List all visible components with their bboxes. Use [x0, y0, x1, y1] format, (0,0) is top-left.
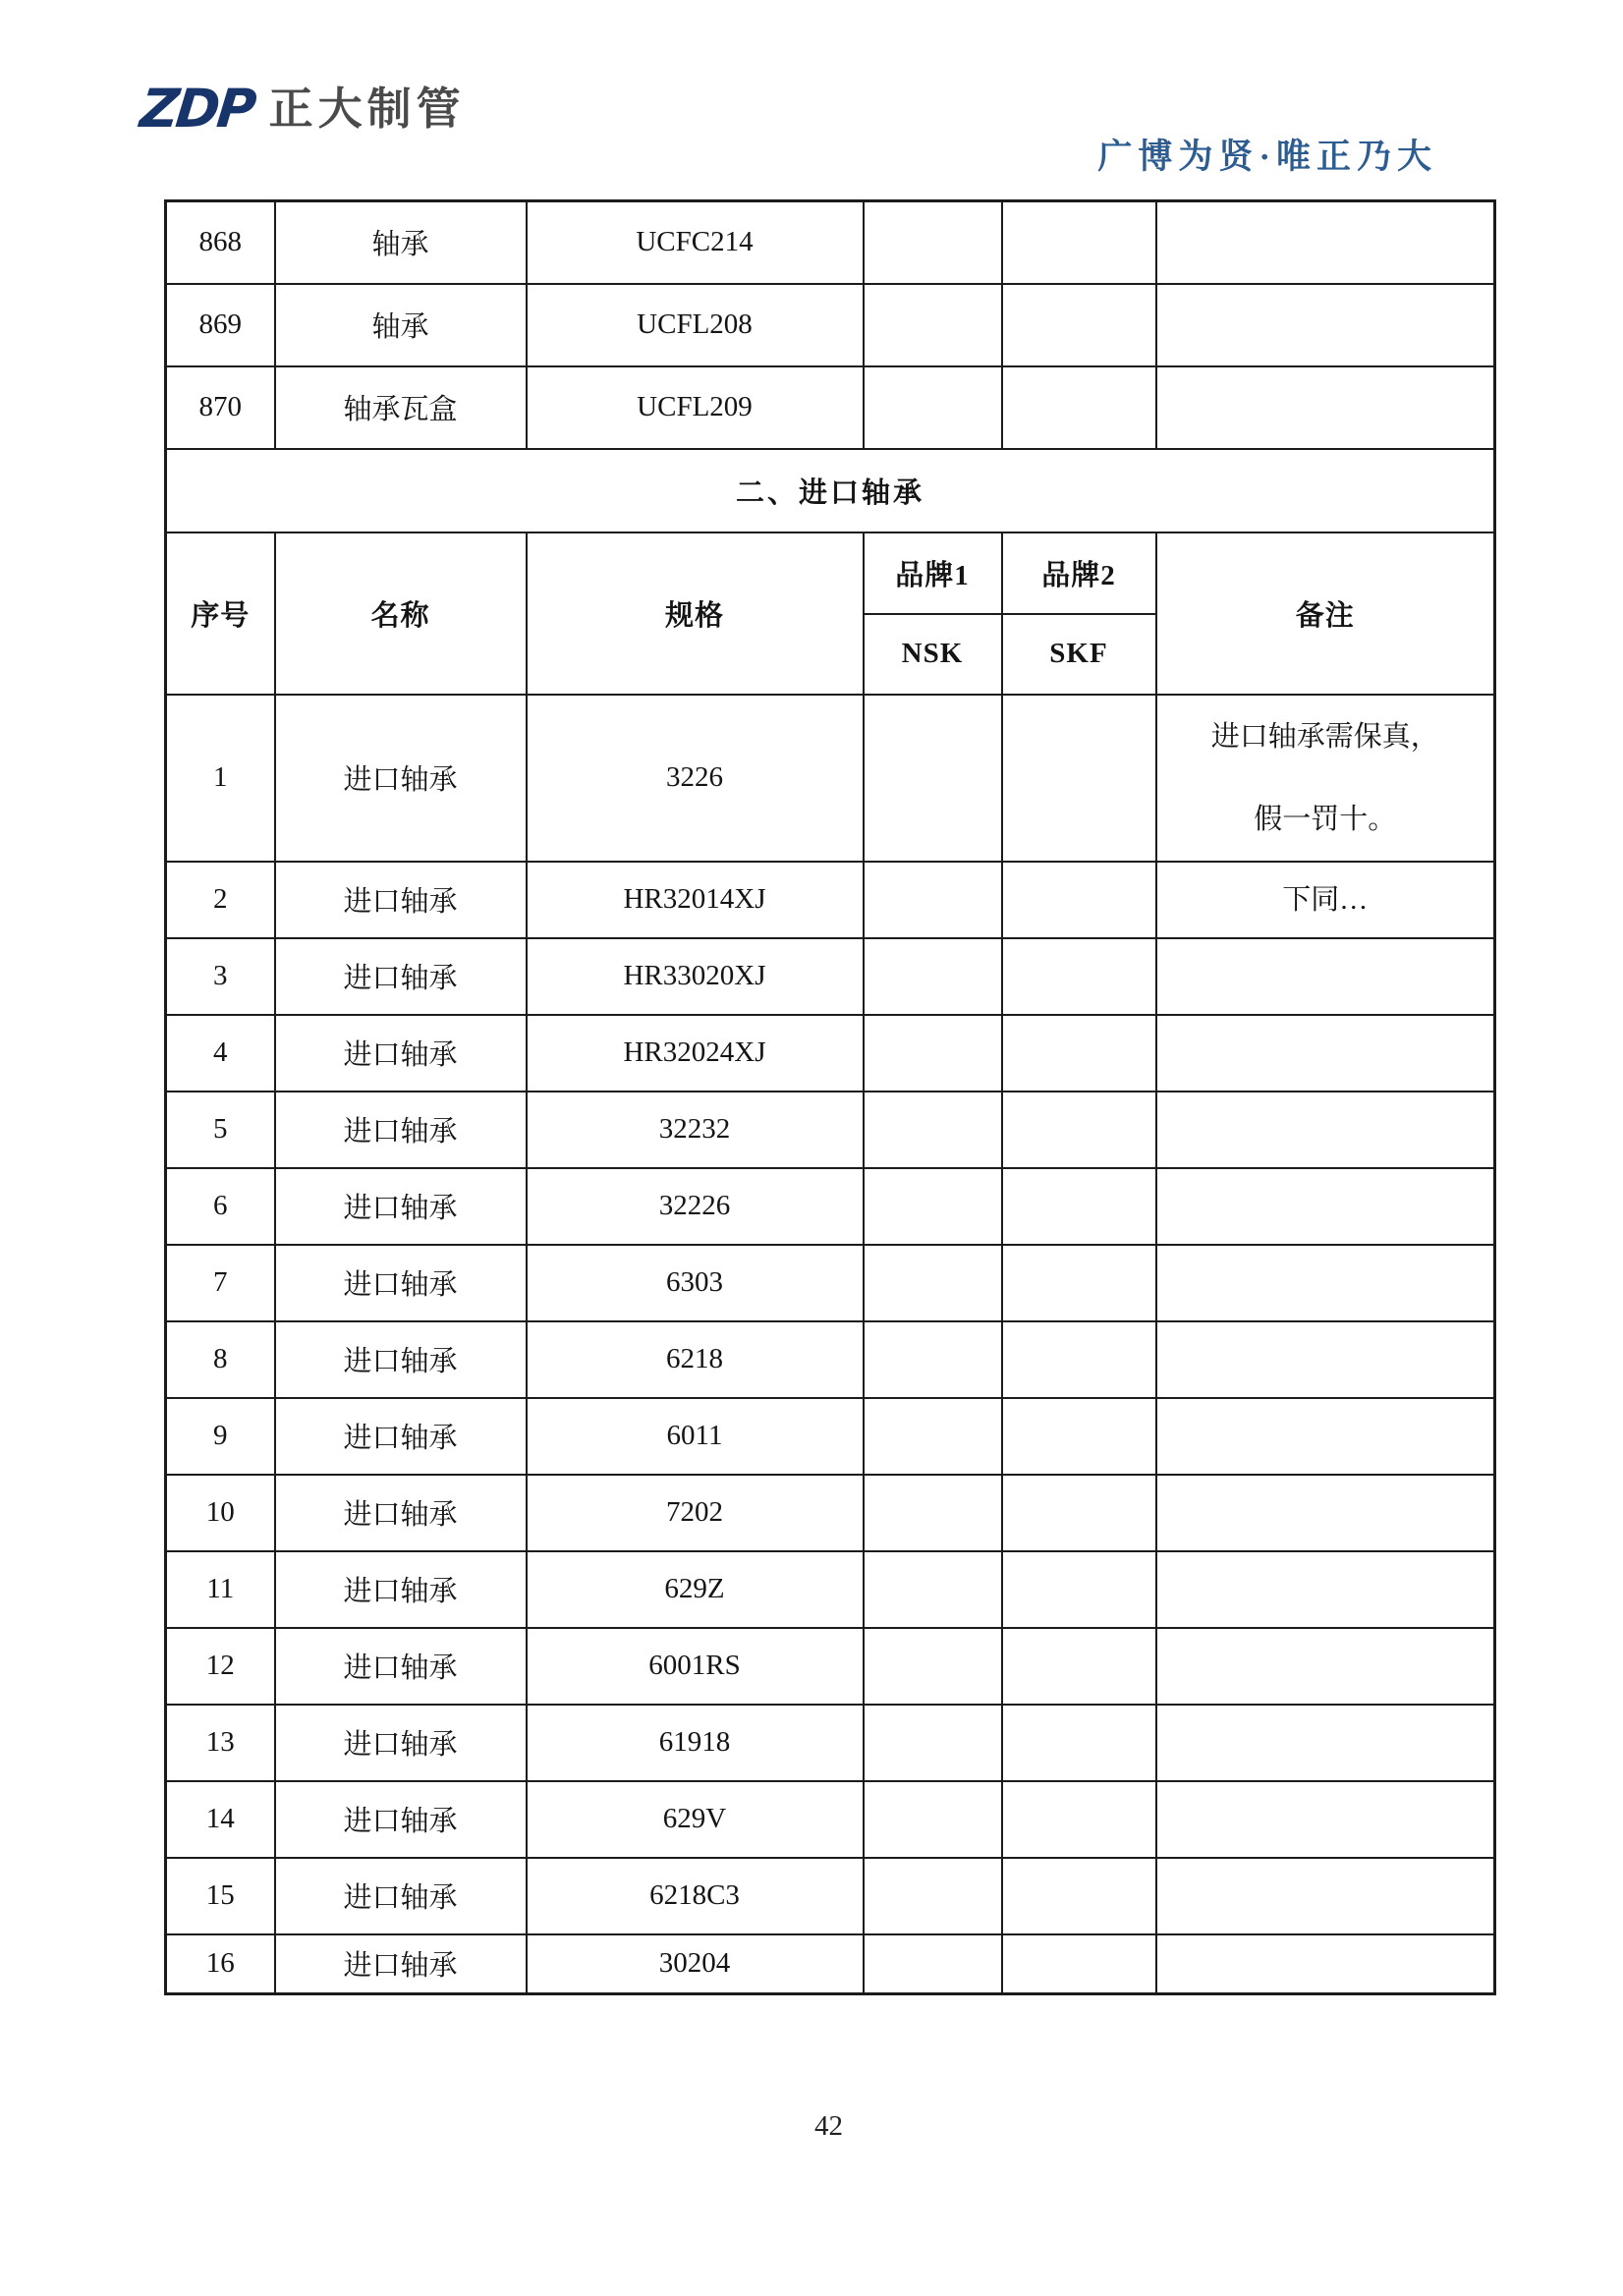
cell-name: 进口轴承 — [275, 1321, 527, 1398]
cell-name: 轴承 — [275, 284, 527, 366]
cell-brand1 — [864, 1015, 1002, 1092]
cell-brand1 — [864, 1551, 1002, 1628]
cell-brand2 — [1002, 1245, 1156, 1321]
cell-spec: 629V — [527, 1781, 864, 1858]
section-title-row — [166, 449, 1495, 532]
cell-remark — [1156, 284, 1495, 366]
header-body — [166, 532, 1495, 695]
cell-brand2 — [1002, 366, 1156, 449]
col-header-brand1-name: NSK — [864, 614, 1002, 695]
cell-brand2 — [1002, 1551, 1156, 1628]
cell-name: 进口轴承 — [275, 938, 527, 1015]
cell-brand1 — [864, 1398, 1002, 1475]
cell-spec: 6218C3 — [527, 1858, 864, 1934]
cell-spec: 6011 — [527, 1398, 864, 1475]
import-table-body — [166, 695, 1495, 1994]
cell-name: 进口轴承 — [275, 1934, 527, 1994]
cell-brand1 — [864, 862, 1002, 938]
table-row — [166, 1628, 1495, 1705]
cell-spec: UCFL209 — [527, 366, 864, 449]
cell-brand1 — [864, 938, 1002, 1015]
cell-name: 进口轴承 — [275, 695, 527, 862]
cell-remark — [1156, 1168, 1495, 1245]
cell-name: 进口轴承 — [275, 1628, 527, 1705]
cell-remark — [1156, 366, 1495, 449]
cell-remark — [1156, 1321, 1495, 1398]
cell-brand1 — [864, 695, 1002, 862]
cell-brand2 — [1002, 1475, 1156, 1551]
company-name: 正大制管 — [268, 83, 466, 135]
cell-remark — [1156, 1781, 1495, 1858]
cell-remark — [1156, 862, 1495, 938]
col-header-name: 名称 — [275, 532, 527, 695]
cell-remark — [1156, 695, 1495, 862]
cell-name: 进口轴承 — [275, 862, 527, 938]
cell-no: 11 — [166, 1551, 275, 1628]
section-title: 二、进口轴承 — [166, 449, 1495, 532]
cell-remark — [1156, 201, 1495, 284]
cell-no: 869 — [166, 284, 275, 366]
cell-brand2 — [1002, 1398, 1156, 1475]
table-header-row — [166, 532, 1495, 614]
remark-line: 进口轴承需保真， — [1210, 720, 1439, 753]
cell-name: 进口轴承 — [275, 1398, 527, 1475]
col-header-spec: 规格 — [527, 532, 864, 695]
table-row — [166, 284, 1495, 366]
cell-remark — [1156, 1934, 1495, 1994]
cell-spec: 7202 — [527, 1475, 864, 1551]
table-row — [166, 1551, 1495, 1628]
cell-brand1 — [864, 1092, 1002, 1168]
cell-brand2 — [1002, 1858, 1156, 1934]
parts-table — [164, 199, 1496, 1995]
cell-spec: HR32014XJ — [527, 862, 864, 938]
cell-remark — [1156, 1475, 1495, 1551]
cell-spec: 6303 — [527, 1245, 864, 1321]
cell-spec: HR32024XJ — [527, 1015, 864, 1092]
table-row — [166, 1858, 1495, 1934]
col-header-brand2-name: SKF — [1002, 614, 1156, 695]
zdp-logo-icon: ZDP — [137, 78, 256, 140]
cell-no: 4 — [166, 1015, 275, 1092]
company-slogan: 广博为贤·唯正乃大 — [1097, 138, 1437, 176]
col-header-brand2: 品牌2 — [1002, 532, 1156, 614]
section-body — [166, 449, 1495, 532]
cell-brand2 — [1002, 1015, 1156, 1092]
table-row — [166, 1015, 1495, 1092]
cell-name: 进口轴承 — [275, 1551, 527, 1628]
cell-brand2 — [1002, 862, 1156, 938]
cell-no: 16 — [166, 1934, 275, 1994]
cell-no: 10 — [166, 1475, 275, 1551]
cell-brand1 — [864, 1168, 1002, 1245]
col-header-brand1: 品牌1 — [864, 532, 1002, 614]
cell-brand1 — [864, 366, 1002, 449]
cell-name: 进口轴承 — [275, 1781, 527, 1858]
company-logo — [137, 78, 466, 140]
cell-remark — [1156, 1245, 1495, 1321]
cell-brand2 — [1002, 1781, 1156, 1858]
cell-brand1 — [864, 1858, 1002, 1934]
cell-brand1 — [864, 1628, 1002, 1705]
cell-no: 870 — [166, 366, 275, 449]
cell-remark — [1156, 1551, 1495, 1628]
cell-remark — [1156, 938, 1495, 1015]
cell-remark — [1156, 1092, 1495, 1168]
cell-spec: 6218 — [527, 1321, 864, 1398]
cell-no: 15 — [166, 1858, 275, 1934]
cell-spec: 61918 — [527, 1705, 864, 1781]
cell-spec: 30204 — [527, 1934, 864, 1994]
cell-no: 7 — [166, 1245, 275, 1321]
table-row — [166, 1321, 1495, 1398]
cell-remark — [1156, 1015, 1495, 1092]
cell-brand2 — [1002, 1934, 1156, 1994]
cell-remark — [1156, 1398, 1495, 1475]
remark-line: 下同… — [1282, 883, 1369, 916]
table-row — [166, 695, 1495, 862]
cell-brand2 — [1002, 938, 1156, 1015]
cell-remark — [1156, 1858, 1495, 1934]
cell-brand2 — [1002, 695, 1156, 862]
cell-no: 13 — [166, 1705, 275, 1781]
cell-no: 14 — [166, 1781, 275, 1858]
cell-brand2 — [1002, 1628, 1156, 1705]
cell-name: 进口轴承 — [275, 1705, 527, 1781]
cell-no: 12 — [166, 1628, 275, 1705]
table-row — [166, 1092, 1495, 1168]
table-row — [166, 862, 1495, 938]
table-row — [166, 1168, 1495, 1245]
cell-spec: HR33020XJ — [527, 938, 864, 1015]
cell-name: 轴承瓦盒 — [275, 366, 527, 449]
page-number: 42 — [814, 2110, 843, 2142]
cell-remark — [1156, 1705, 1495, 1781]
cell-name: 进口轴承 — [275, 1015, 527, 1092]
table-row — [166, 201, 1495, 284]
cell-brand1 — [864, 1934, 1002, 1994]
table-row — [166, 1245, 1495, 1321]
col-header-remark: 备注 — [1156, 532, 1495, 695]
cell-brand1 — [864, 1705, 1002, 1781]
cell-brand2 — [1002, 201, 1156, 284]
cell-spec: UCFC214 — [527, 201, 864, 284]
cell-brand1 — [864, 1321, 1002, 1398]
cell-brand1 — [864, 284, 1002, 366]
cell-spec: 32232 — [527, 1092, 864, 1168]
cell-name: 进口轴承 — [275, 1475, 527, 1551]
cell-name: 进口轴承 — [275, 1858, 527, 1934]
table-row — [166, 1781, 1495, 1858]
cell-spec: 3226 — [527, 695, 864, 862]
table-row — [166, 1475, 1495, 1551]
table-row — [166, 1398, 1495, 1475]
cell-brand2 — [1002, 1168, 1156, 1245]
cell-no: 8 — [166, 1321, 275, 1398]
cell-spec: 629Z — [527, 1551, 864, 1628]
col-header-no: 序号 — [166, 532, 275, 695]
cell-brand2 — [1002, 1321, 1156, 1398]
cell-name: 进口轴承 — [275, 1245, 527, 1321]
cell-no: 5 — [166, 1092, 275, 1168]
cell-brand1 — [864, 1475, 1002, 1551]
table-row — [166, 1934, 1495, 1994]
cell-name: 进口轴承 — [275, 1168, 527, 1245]
cell-name: 轴承 — [275, 201, 527, 284]
cell-spec: 6001RS — [527, 1628, 864, 1705]
cell-brand2 — [1002, 1092, 1156, 1168]
table-row — [166, 938, 1495, 1015]
cell-no: 2 — [166, 862, 275, 938]
top-table-body — [166, 201, 1495, 449]
cell-no: 6 — [166, 1168, 275, 1245]
table-row — [166, 1705, 1495, 1781]
cell-spec: 32226 — [527, 1168, 864, 1245]
cell-brand2 — [1002, 284, 1156, 366]
cell-brand1 — [864, 1781, 1002, 1858]
cell-brand2 — [1002, 1705, 1156, 1781]
remark-line: 假一罚十。 — [1254, 803, 1397, 835]
cell-no: 3 — [166, 938, 275, 1015]
cell-no: 9 — [166, 1398, 275, 1475]
cell-name: 进口轴承 — [275, 1092, 527, 1168]
table-row — [166, 366, 1495, 449]
cell-remark — [1156, 1628, 1495, 1705]
cell-no: 868 — [166, 201, 275, 284]
cell-no: 1 — [166, 695, 275, 862]
cell-brand1 — [864, 201, 1002, 284]
cell-spec: UCFL208 — [527, 284, 864, 366]
cell-brand1 — [864, 1245, 1002, 1321]
